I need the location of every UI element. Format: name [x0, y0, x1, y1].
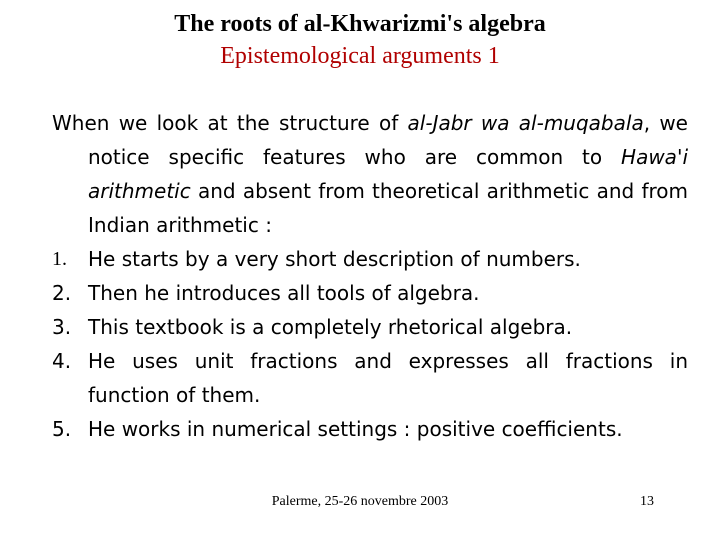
intro-text-1: When we look at the structure of	[52, 111, 408, 135]
list-item-text: Then he introduces all tools of algebra.	[88, 281, 480, 305]
intro-text-3: and absent from theoretical arithmetic and from Indian arithmetic :	[88, 179, 688, 237]
list-item	[52, 412, 688, 446]
slide-body	[52, 106, 688, 446]
list-item-text: He works in numerical settings : positive coefficients.	[88, 417, 623, 441]
list-item	[52, 344, 688, 412]
page-number: 13	[640, 494, 654, 509]
intro-text-2: , we notice specific features who are common to	[88, 111, 688, 169]
list-item-number: 1.	[52, 248, 67, 270]
list-item-number: 4.	[52, 349, 72, 373]
slide-title	[0, 8, 720, 72]
list-item	[52, 242, 688, 276]
title-subtitle: Epistemological arguments 1	[220, 43, 500, 69]
intro-paragraph	[52, 106, 688, 242]
title-main: The roots of al-Khwarizmi's algebra	[174, 11, 546, 37]
intro-work-title: al-Jabr wa al-muqabala	[407, 111, 644, 135]
list-item-text: He uses unit fractions and expresses all fractions in function of them.	[88, 349, 688, 407]
footer-text: Palerme, 25-26 novembre 2003	[271, 494, 449, 509]
list-item	[52, 310, 688, 344]
list-item-number: 2.	[52, 281, 72, 305]
intro-hawai: Hawa'i arithmetic	[88, 145, 688, 203]
list-item-text: This textbook is a completely rhetorical algebra.	[88, 315, 573, 339]
list-item-text: He starts by a very short description of numbers.	[88, 247, 581, 271]
list-item-number: 5.	[52, 417, 72, 441]
feature-list	[52, 242, 688, 446]
list-item-number: 3.	[52, 315, 72, 339]
list-item	[52, 276, 688, 310]
